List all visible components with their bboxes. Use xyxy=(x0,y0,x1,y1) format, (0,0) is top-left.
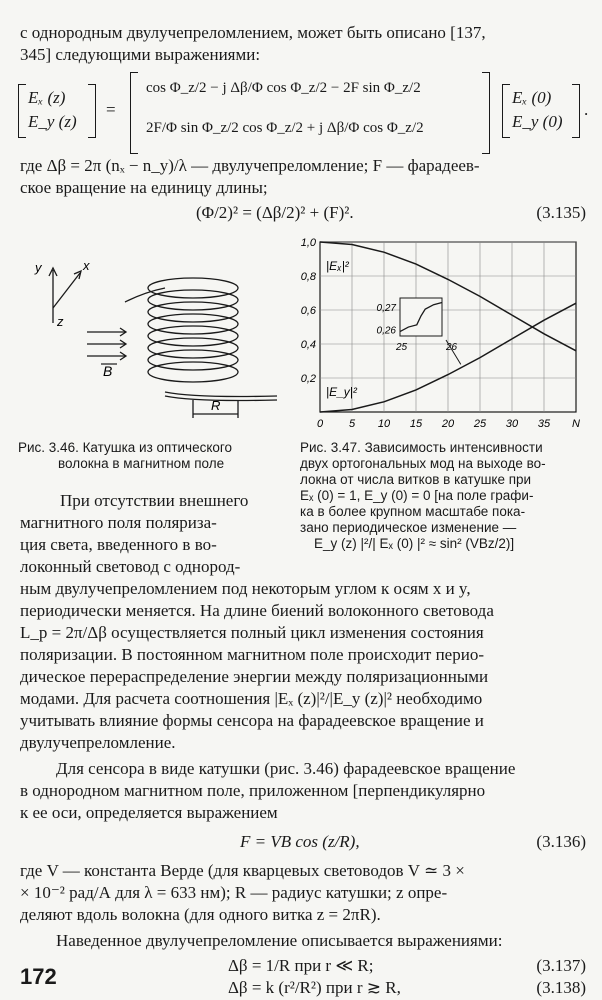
lhs-bottom: E_y (z) xyxy=(28,112,77,131)
axis-label-y: y xyxy=(35,260,42,275)
caption-line: Рис. 3.47. Зависимость интенсивности xyxy=(300,440,543,455)
bracket-left xyxy=(130,72,138,154)
bracket-left xyxy=(18,84,26,138)
bracket-right xyxy=(88,84,96,138)
text-line: ция света, введенного в во- xyxy=(20,535,217,554)
x-axis-line xyxy=(53,273,80,308)
text-line: магнитного поля поляриза- xyxy=(20,513,217,532)
text-line: модами. Для расчета соотношения |Eₓ (z)|²/|E_y (z)|² необходимо xyxy=(20,689,483,708)
inset-x-tick-label: 26 xyxy=(446,342,458,353)
lhs-top: Eₓ (z) xyxy=(28,88,66,107)
y-tick-label: 0,4 xyxy=(300,339,316,351)
page-number: 172 xyxy=(20,964,57,989)
equation-number: (3.137) xyxy=(536,956,586,975)
axis-label-z: z xyxy=(57,314,64,329)
rhs-top: Eₓ (0) xyxy=(512,88,552,107)
y-tick-label: 0,8 xyxy=(300,271,316,283)
text-line: дическое перераспределение энергии между поляризационными xyxy=(20,667,489,686)
caption-line: Eₓ (0) = 1, E_y (0) = 0 [на поле графи- xyxy=(300,488,534,503)
matrix-row-1: cos Φ_z/2 − j Δβ/Φ cos Φ_z/2 − 2F sin Φ_z/2 xyxy=(146,80,421,96)
axis-label-x: x xyxy=(83,258,90,273)
text-line: периодически меняется. На длине биений волоконного световода xyxy=(20,601,494,620)
caption-line: зано периодическое изменение — xyxy=(300,520,517,535)
equation-3-135: (Φ/2)² = (Δβ/2)² + (F)². xyxy=(196,203,354,222)
caption-line: ка в более крупном масштабе пока- xyxy=(300,504,526,519)
text-line: поляризации. В постоянном магнитном поле происходит перио- xyxy=(20,645,484,664)
y-tick-label: 1,0 xyxy=(300,237,316,249)
y-tick-label: 0,2 xyxy=(300,373,316,385)
equals-sign: = xyxy=(106,100,116,119)
bracket-right xyxy=(572,84,580,138)
text-line: При отсутствии внешнего xyxy=(60,491,249,510)
bracket-right xyxy=(482,72,490,154)
x-tick-label: 35 xyxy=(537,418,551,430)
caption-line: локна от числа витков в катушке при xyxy=(300,472,532,487)
period: . xyxy=(584,100,589,119)
coil-figure xyxy=(25,238,295,438)
x-tick-label: 30 xyxy=(505,418,519,430)
text-line: с однородным двулучепреломлением, может быть описано [137, xyxy=(20,23,486,42)
equation-number: (3.138) xyxy=(536,978,586,997)
text-line: в однородном магнитном поле, приложенном [перпендикулярно xyxy=(20,781,486,800)
figure-caption-3-47 xyxy=(300,440,596,552)
equation-3-138: Δβ = k (r²/R²) при r ≳ R, xyxy=(228,978,401,997)
inset-x-tick-label: 25 xyxy=(396,342,408,353)
text-line: Наведенное двулучепреломление описывается выражениями: xyxy=(56,931,503,950)
caption-line: E_y (z) |²/| Eₓ (0) |² ≈ sin² (VBz/2)] xyxy=(314,536,515,551)
series-label-ey: |E_y|² xyxy=(326,385,357,399)
caption-line: двух ортогональных мод на выходе во- xyxy=(300,456,546,471)
text-line: где V — константа Верде (для кварцевых световодов V ≃ 3 × xyxy=(20,861,465,880)
rhs-bottom: E_y (0) xyxy=(512,112,563,131)
text-line: локонный световод с однород- xyxy=(20,557,241,576)
arrow-head xyxy=(74,271,81,279)
text-line: ным двулучепреломлением под некоторым углом к осям x и y, xyxy=(20,579,471,598)
x-tick-label: 10 xyxy=(377,418,391,430)
bracket-left xyxy=(502,84,510,138)
x-tick-label: 20 xyxy=(441,418,455,430)
caption-line: Рис. 3.46. Катушка из оптического xyxy=(18,440,233,455)
x-tick-label: N xyxy=(572,418,580,430)
x-tick-label: 15 xyxy=(409,418,423,430)
x-tick-label: 25 xyxy=(473,418,487,430)
text-line: деляют вдоль волокна (для одного витка z = 2πR). xyxy=(20,905,381,924)
inset-y-tick-label: 0,26 xyxy=(376,325,396,337)
matrix-row-2: 2F/Φ sin Φ_z/2 cos Φ_z/2 + j Δβ/Φ cos Φ_z/2 xyxy=(146,120,424,136)
text-line: двулучепреломление. xyxy=(20,733,176,752)
text-line: L_p = 2π/Δβ осуществляется полный цикл изменения состояния xyxy=(20,623,484,642)
equation-number: (3.136) xyxy=(536,832,586,851)
radius-label: R xyxy=(211,398,221,413)
equation-3-136: F = VB cos (z/R), xyxy=(240,832,360,851)
intensity-chart xyxy=(294,232,594,432)
text-line: × 10⁻² рад/А для λ = 633 нм); R — радиус катушки; z опре- xyxy=(20,883,448,902)
text-line: где Δβ = 2π (nₓ − n_y)/λ — двулучепреломление; F — фарадеев- xyxy=(20,156,480,175)
matrix-equation xyxy=(18,72,588,152)
caption-line: волокна в магнитном поле xyxy=(58,456,225,471)
text-line: ское вращение на единицу длины; xyxy=(20,178,268,197)
inset-y-tick-label: 0,27 xyxy=(376,302,396,314)
x-tick-label: 0 xyxy=(316,418,324,430)
text-line: Для сенсора в виде катушки (рис. 3.46) фарадеевское вращение xyxy=(56,759,516,778)
equation-number: (3.135) xyxy=(536,203,586,222)
text-line: 345] следующими выражениями: xyxy=(20,45,261,64)
text-line: учитывать влияние формы сенсора на фарадеевское вращение и xyxy=(20,711,484,730)
y-tick-label: 0,6 xyxy=(300,305,316,317)
equation-3-137: Δβ = 1/R при r ≪ R; xyxy=(228,956,374,975)
text-line: к ее оси, определяется выражением xyxy=(20,803,278,822)
figure-caption-3-46 xyxy=(18,440,288,472)
x-tick-label: 5 xyxy=(348,418,356,430)
series-label-ex: |Eₓ|² xyxy=(326,259,349,273)
field-label-b: B xyxy=(103,363,113,379)
